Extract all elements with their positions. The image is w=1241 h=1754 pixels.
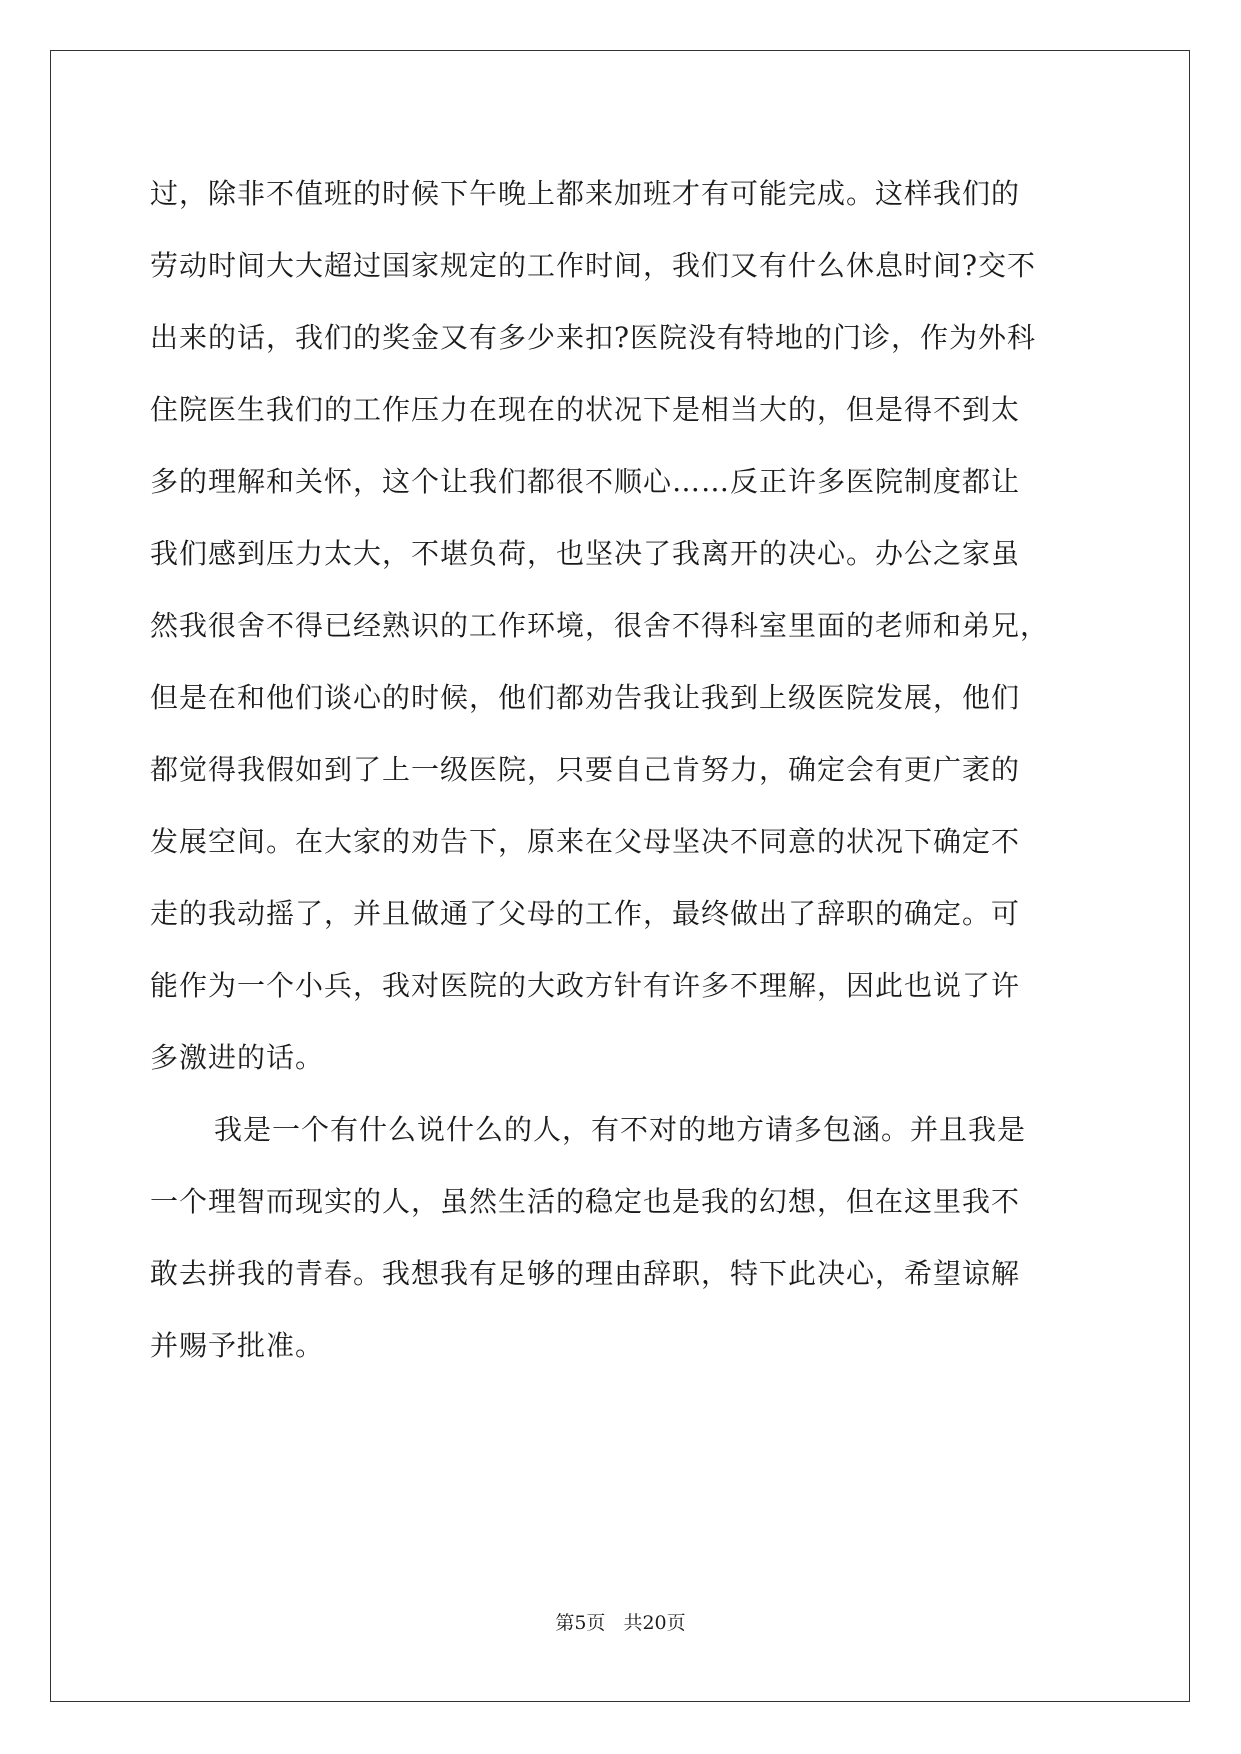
total-pages: 共20页 bbox=[623, 1612, 686, 1634]
paragraph-1 bbox=[150, 158, 1090, 1094]
document-body bbox=[150, 158, 1090, 1382]
page-number: 第5页 bbox=[555, 1612, 606, 1634]
text-line: 劳动时间大大超过国家规定的工作时间，我们又有什么休息时间?交不 bbox=[150, 249, 1037, 282]
page-footer bbox=[0, 1608, 1241, 1635]
text-line: 多的理解和关怀，这个让我们都很不顺心……反正许多医院制度都让 bbox=[150, 465, 1021, 498]
text-line: 过，除非不值班的时候下午晚上都来加班才有可能完成。这样我们的 bbox=[150, 177, 1021, 210]
text-line: 住院医生我们的工作压力在现在的状况下是相当大的，但是得不到太 bbox=[150, 393, 1021, 426]
text-line: 但是在和他们谈心的时候，他们都劝告我让我到上级医院发展，他们 bbox=[150, 681, 1021, 714]
text-line: 出来的话，我们的奖金又有多少来扣?医院没有特地的门诊，作为外科 bbox=[150, 321, 1037, 354]
text-line: 多激进的话。 bbox=[150, 1041, 325, 1074]
text-line: 走的我动摇了，并且做通了父母的工作，最终做出了辞职的确定。可 bbox=[150, 897, 1021, 930]
text-line: 发展空间。在大家的劝告下，原来在父母坚决不同意的状况下确定不 bbox=[150, 825, 1021, 858]
text-line: 都觉得我假如到了上一级医院，只要自己肯努力，确定会有更广袤的 bbox=[150, 753, 1021, 786]
text-line: 我是一个有什么说什么的人，有不对的地方请多包涵。并且我是 bbox=[214, 1113, 1027, 1146]
text-line: 并赐予批准。 bbox=[150, 1329, 325, 1362]
text-line: 我们感到压力太大，不堪负荷，也坚决了我离开的决心。办公之家虽 bbox=[150, 537, 1021, 570]
text-line: 一个理智而现实的人，虽然生活的稳定也是我的幻想，但在这里我不 bbox=[150, 1185, 1021, 1218]
text-line: 能作为一个小兵，我对医院的大政方针有许多不理解，因此也说了许 bbox=[150, 969, 1021, 1002]
text-line: 敢去拼我的青春。我想我有足够的理由辞职，特下此决心，希望谅解 bbox=[150, 1257, 1021, 1290]
paragraph-2 bbox=[150, 1094, 1090, 1382]
text-line: 然我很舍不得已经熟识的工作环境，很舍不得科室里面的老师和弟兄， bbox=[150, 609, 1050, 642]
